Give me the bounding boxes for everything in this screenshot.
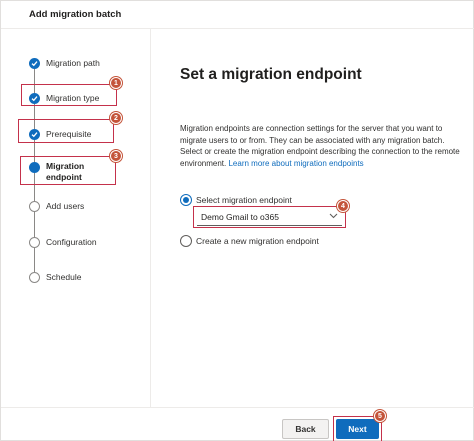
annotation-badge: 2: [110, 112, 122, 124]
learn-more-link[interactable]: Learn more about migration endpoints: [228, 158, 364, 168]
step-label: Configuration: [46, 237, 97, 247]
wizard-steps-sidebar: [1, 29, 151, 407]
step-label-line2: endpoint: [46, 172, 82, 182]
option-label: Select migration endpoint: [196, 195, 292, 205]
panel-title: Add migration batch: [29, 9, 122, 20]
step-label: Add users: [46, 201, 85, 211]
step-pending-circle-icon: [29, 237, 40, 248]
step-label: Schedule: [46, 272, 82, 282]
next-button[interactable]: Next: [336, 419, 379, 439]
radio-selected-icon[interactable]: [180, 194, 192, 206]
annotation-box-migration-endpoint: [20, 156, 116, 185]
description-text: [180, 123, 465, 169]
step-schedule[interactable]: [1, 267, 151, 289]
step-pending-circle-icon: [29, 201, 40, 212]
step-label: Prerequisite: [46, 129, 92, 139]
radio-unselected-icon[interactable]: [180, 235, 192, 247]
title-bar: [1, 1, 474, 29]
dropdown-value: Demo Gmail to o365: [201, 212, 279, 222]
step-label: Migration path: [46, 58, 100, 68]
main-content: [152, 29, 474, 407]
option-label: Create a new migration endpoint: [196, 236, 319, 246]
step-done-checkmark-icon: [29, 58, 40, 69]
step-add-users[interactable]: [1, 196, 151, 218]
page-title: Set a migration endpoint: [180, 66, 362, 83]
annotation-box-migration-type: [21, 84, 117, 106]
step-configuration[interactable]: [1, 232, 151, 254]
annotation-box-prerequisite: [18, 119, 114, 143]
annotation-badge: 5: [374, 410, 386, 422]
step-label-line1: Migration: [46, 161, 85, 171]
annotation-box-endpoint-dropdown: [193, 206, 346, 228]
back-button[interactable]: Back: [282, 419, 329, 439]
step-migration-path[interactable]: [1, 53, 151, 75]
description-body: Migration endpoints are connection settings for the server that you want to migrate users to or from. They can be associated with any migration batch. Select or create the migration endpoint describing the connection to the remote environment.: [180, 124, 460, 168]
step-pending-circle-icon: [29, 272, 40, 283]
footer-bar: [1, 407, 474, 441]
step-label: Migration type: [46, 93, 100, 103]
option-create-endpoint[interactable]: [180, 235, 380, 249]
annotation-badge: 1: [110, 77, 122, 89]
annotation-badge: 3: [110, 150, 122, 162]
annotation-badge: 4: [337, 200, 349, 212]
